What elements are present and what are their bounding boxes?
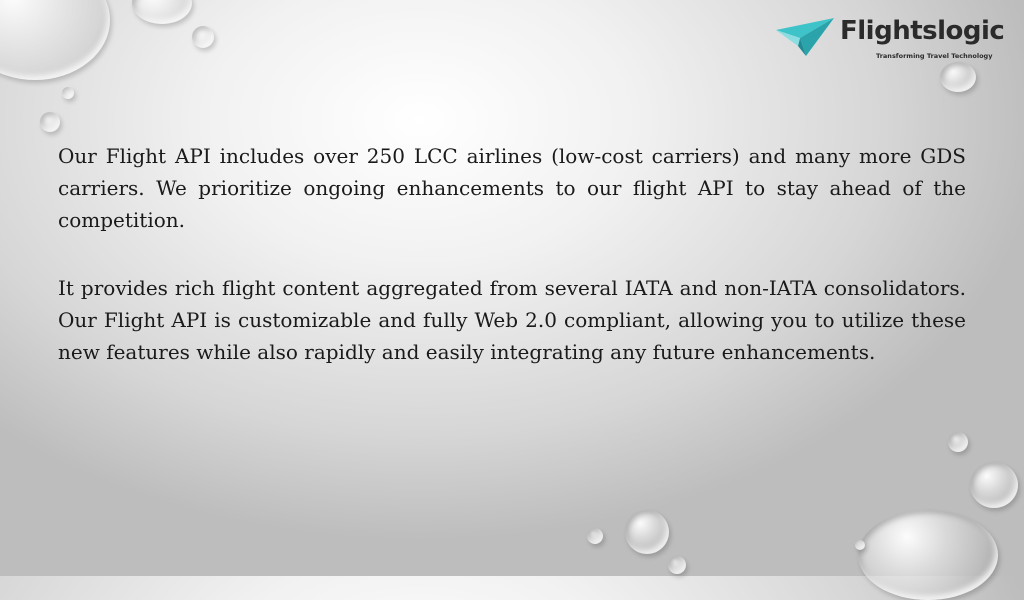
brand-logo	[774, 12, 1004, 68]
paragraph: It provides rich flight content aggregated from several IATA and non-IATA consolidators. Our Flight API is customizable and fully Web 2.0 compliant, allowing you to utilize these new features while also rapidly and easily integrating any future enhancements.	[58, 276, 966, 364]
logo-tagline: Transforming Travel Technology	[876, 52, 993, 60]
water-drop	[40, 112, 60, 132]
water-drop	[625, 510, 669, 554]
water-drop	[948, 432, 968, 452]
water-drop	[132, 0, 192, 24]
paper-plane-icon	[774, 16, 836, 58]
water-drop	[192, 26, 214, 48]
water-drop	[858, 510, 998, 600]
water-drop	[970, 462, 1018, 508]
water-drop	[0, 0, 110, 80]
water-drop	[668, 556, 686, 574]
paragraph: Our Flight API includes over 250 LCC airlines (low-cost carriers) and many more GDS carriers. We prioritize ongoing enhancements to our flight API to stay ahead of the competition.	[58, 144, 966, 232]
body-text	[58, 140, 966, 404]
water-drop	[62, 87, 74, 99]
water-drop	[587, 528, 603, 544]
water-drop	[855, 540, 865, 550]
logo-name: Flightslogic	[840, 16, 1005, 46]
